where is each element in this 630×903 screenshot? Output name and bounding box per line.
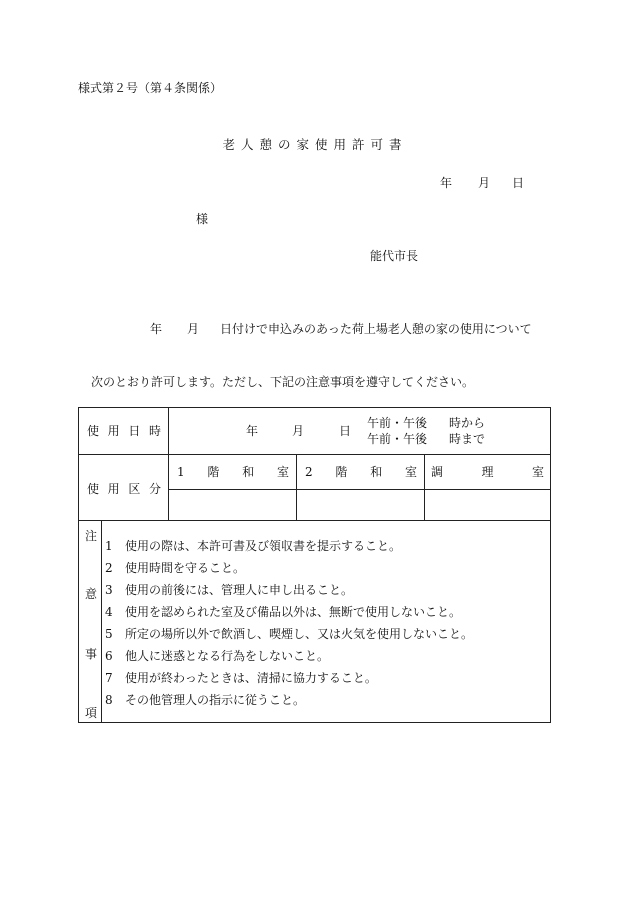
- issue-date-month-label: 月: [478, 176, 491, 190]
- document-title: 老人憩の家使用許可書: [222, 137, 408, 152]
- issue-date-day-label: 日: [512, 176, 525, 190]
- notice-side-char: 意: [85, 587, 98, 601]
- start-time: 午前・午後 時から: [367, 416, 486, 430]
- issue-date-year-label: 年: [440, 176, 453, 190]
- notice-side-char: 注: [85, 529, 98, 543]
- end-time: 午前・午後 時まで: [367, 432, 486, 446]
- category-row-divider: [168, 489, 550, 490]
- room-kitchen: 調 理 室: [431, 465, 544, 479]
- datetime-day-label: 日: [339, 424, 352, 438]
- form-number: 様式第２号（第４条関係）: [78, 81, 223, 95]
- category-label: 使 用 区 分: [87, 482, 161, 496]
- notice-item: 2 使用時間を守ること。: [105, 561, 246, 575]
- notice-item: 7 使用が終わったときは、清掃に協力すること。: [105, 671, 377, 685]
- application-year-label: 年: [150, 322, 163, 336]
- notice-item: 8 その他管理人の指示に従うこと。: [105, 693, 306, 707]
- notice-item: 5 所定の場所以外で飲酒し、喫煙し、又は火気を使用しないこと。: [105, 627, 474, 641]
- notice-side-char: 事: [85, 647, 98, 661]
- notice-side-char: 項: [85, 706, 98, 720]
- room-2f-japanese: 2 階 和 室: [305, 465, 417, 479]
- recipient-honorific: 様: [196, 212, 209, 226]
- datetime-month-label: 月: [292, 424, 305, 438]
- label-column-divider: [168, 408, 169, 520]
- notice-column-divider: [101, 520, 102, 722]
- row-divider: [79, 520, 550, 521]
- datetime-label: 使 用 日 時: [87, 424, 161, 438]
- notice-item: 3 使用の前後には、管理人に申し出ること。: [105, 583, 354, 597]
- room-column-divider: [424, 454, 425, 520]
- room-column-divider: [296, 454, 297, 520]
- room-1f-japanese: 1 階 和 室: [177, 465, 289, 479]
- datetime-year-label: 年: [246, 424, 259, 438]
- notice-item: 6 他人に迷惑となる行為をしないこと。: [105, 649, 330, 663]
- notice-item: 1 使用の際は、本許可書及び領収書を提示すること。: [105, 539, 402, 553]
- permit-table: [78, 407, 551, 723]
- issuer-name: 能代市長: [370, 249, 419, 263]
- row-divider: [79, 454, 550, 455]
- notice-item: 4 使用を認められた室及び備品以外は、無断で使用しないこと。: [105, 605, 462, 619]
- intro-text: 次のとおり許可します。ただし、下記の注意事項を遵守してください。: [91, 375, 475, 389]
- application-statement: 日付けで申込みのあった荷上場老人憩の家の使用について: [220, 322, 532, 336]
- application-month-label: 月: [187, 322, 200, 336]
